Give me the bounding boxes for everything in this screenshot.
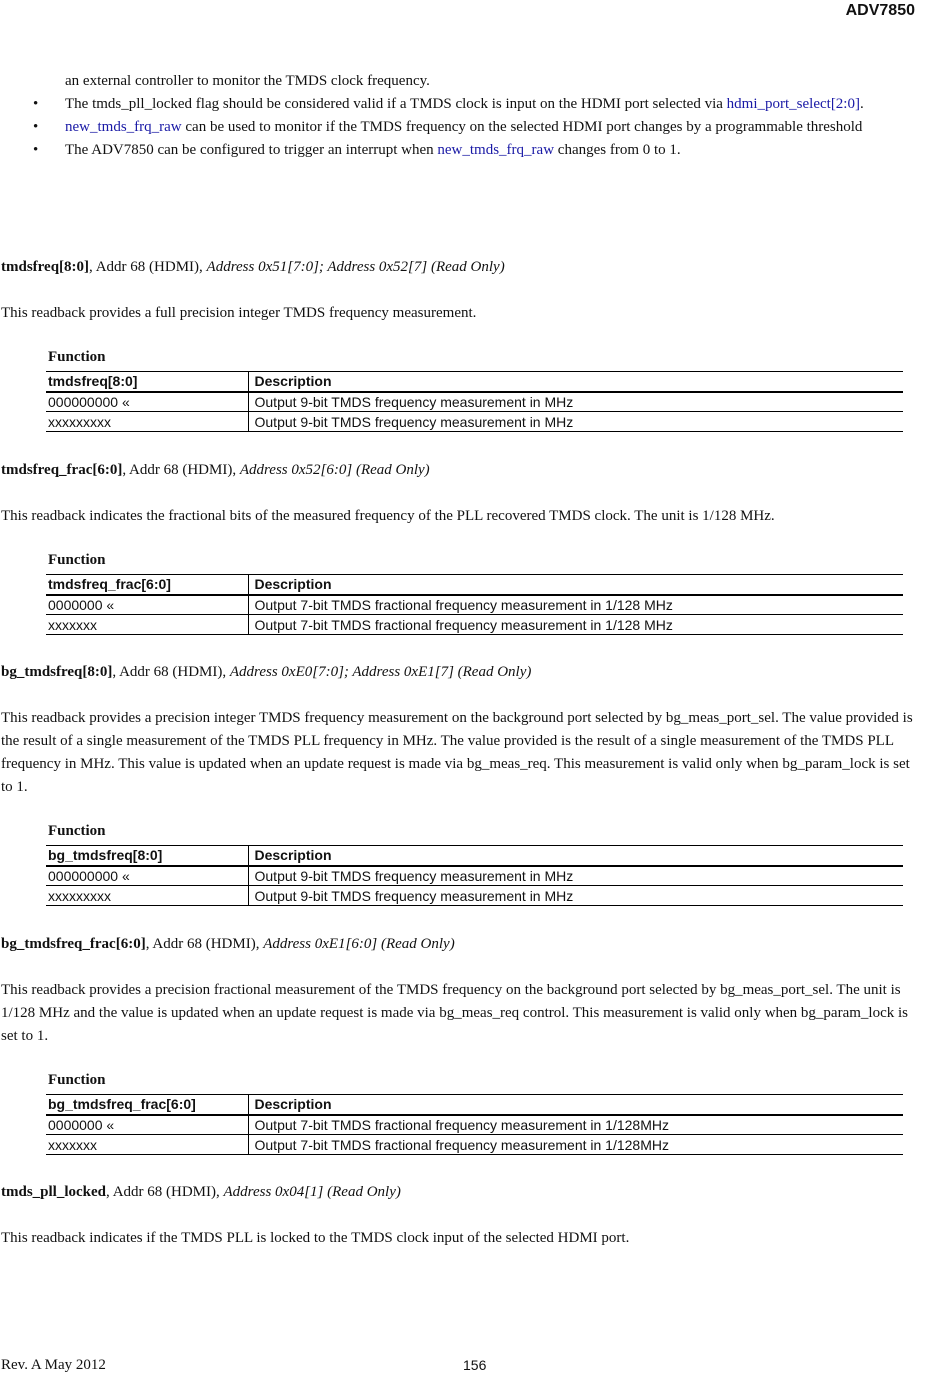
function-table-tmdsfreq bbox=[46, 371, 903, 432]
intro-bullets bbox=[0, 70, 920, 162]
revision-date: Rev. A May 2012 bbox=[1, 1357, 106, 1373]
function-label: Function bbox=[48, 552, 106, 568]
continued-text: an external controller to monitor the TMDS clock frequency. bbox=[65, 73, 430, 89]
table-row: 000000000 « Output 9-bit TMDS frequency measurement in MHz bbox=[46, 866, 903, 886]
function-table-bg-tmdsfreq-frac bbox=[46, 1094, 903, 1155]
page-number: 156 bbox=[463, 1357, 487, 1373]
table-row: xxxxxxx Output 7-bit TMDS fractional frequency measurement in 1/128MHz bbox=[46, 1135, 903, 1155]
function-table-tmdsfreq-frac bbox=[46, 574, 903, 635]
document-id: ADV7850 bbox=[845, 2, 915, 19]
register-heading-tmdsfreq-frac: tmdsfreq_frac[6:0], Addr 68 (HDMI), Address 0x52[6:0] (Read Only) bbox=[1, 462, 430, 478]
table-header-row: tmdsfreq_frac[6:0] Description bbox=[46, 575, 903, 595]
register-heading-tmds-pll-locked: tmds_pll_locked, Addr 68 (HDMI), Address 0x04[1] (Read Only) bbox=[1, 1184, 401, 1200]
bullet-item: • The ADV7850 can be configured to trigger an interrupt when new_tmds_frq_raw changes from 0 to 1. bbox=[0, 139, 920, 162]
bullet-dot-icon: • bbox=[33, 142, 39, 158]
table-row: xxxxxxxxx Output 9-bit TMDS frequency measurement in MHz bbox=[46, 412, 903, 432]
function-label: Function bbox=[48, 823, 106, 839]
bullet-dot-icon: • bbox=[33, 119, 39, 135]
link-hdmi-port-select[interactable]: hdmi_port_select[2:0] bbox=[726, 96, 860, 112]
bullet-item: • The tmds_pll_locked flag should be considered valid if a TMDS clock is input on the HDMI port selected via hdmi_port_select[2:0]. bbox=[0, 93, 920, 116]
register-description: This readback provides a precision fractional measurement of the TMDS frequency on the background port selected by bg_meas_port_sel. The unit is 1/128 MHz and the value is updated when an update request is made via bg_meas_req control. This measurement is valid only when bg_param_lock is set to 1. bbox=[1, 982, 908, 1044]
register-heading-bg-tmdsfreq-frac: bg_tmdsfreq_frac[6:0], Addr 68 (HDMI), Address 0xE1[6:0] (Read Only) bbox=[1, 936, 455, 952]
register-description: This readback provides a precision integer TMDS frequency measurement on the background port selected by bg_meas_port_sel. The value provided is the result of a single measurement of the TMDS PLL frequency in MHz. The value provided is the result of a single measurement of the TMDS PLL frequency in MHz. This value is updated when an update request is made via bg_meas_req. This measurement is valid only when bg_param_lock is set to 1. bbox=[1, 710, 913, 795]
register-description: This readback provides a full precision integer TMDS frequency measurement. bbox=[1, 305, 477, 321]
table-header-row: bg_tmdsfreq[8:0] Description bbox=[46, 846, 903, 866]
function-label: Function bbox=[48, 1072, 106, 1088]
link-new-tmds-frq-raw[interactable]: new_tmds_frq_raw bbox=[65, 119, 182, 135]
table-row: xxxxxxx Output 7-bit TMDS fractional frequency measurement in 1/128 MHz bbox=[46, 615, 903, 635]
bullet-dot-icon: • bbox=[33, 96, 39, 112]
table-row: xxxxxxxxx Output 9-bit TMDS frequency measurement in MHz bbox=[46, 886, 903, 906]
link-new-tmds-frq-raw[interactable]: new_tmds_frq_raw bbox=[437, 142, 555, 158]
bullet-item: • new_tmds_frq_raw can be used to monitor if the TMDS frequency on the selected HDMI port changes by a programmable threshold bbox=[0, 116, 920, 139]
table-header-row: tmdsfreq[8:0] Description bbox=[46, 372, 903, 392]
function-label: Function bbox=[48, 349, 106, 365]
table-header-row: bg_tmdsfreq_frac[6:0] Description bbox=[46, 1095, 903, 1115]
register-heading-bg-tmdsfreq: bg_tmdsfreq[8:0], Addr 68 (HDMI), Address 0xE0[7:0]; Address 0xE1[7] (Read Only) bbox=[1, 664, 532, 680]
register-heading-tmdsfreq: tmdsfreq[8:0], Addr 68 (HDMI), Address 0x51[7:0]; Address 0x52[7] (Read Only) bbox=[1, 259, 505, 275]
function-table-bg-tmdsfreq bbox=[46, 845, 903, 906]
table-row: 0000000 « Output 7-bit TMDS fractional frequency measurement in 1/128MHz bbox=[46, 1115, 903, 1135]
table-row: 000000000 « Output 9-bit TMDS frequency measurement in MHz bbox=[46, 392, 903, 412]
register-description: This readback indicates if the TMDS PLL is locked to the TMDS clock input of the selected HDMI port. bbox=[1, 1230, 630, 1246]
table-row: 0000000 « Output 7-bit TMDS fractional frequency measurement in 1/128 MHz bbox=[46, 595, 903, 615]
register-description: This readback indicates the fractional bits of the measured frequency of the PLL recovered TMDS clock. The unit is 1/128 MHz. bbox=[1, 508, 775, 524]
